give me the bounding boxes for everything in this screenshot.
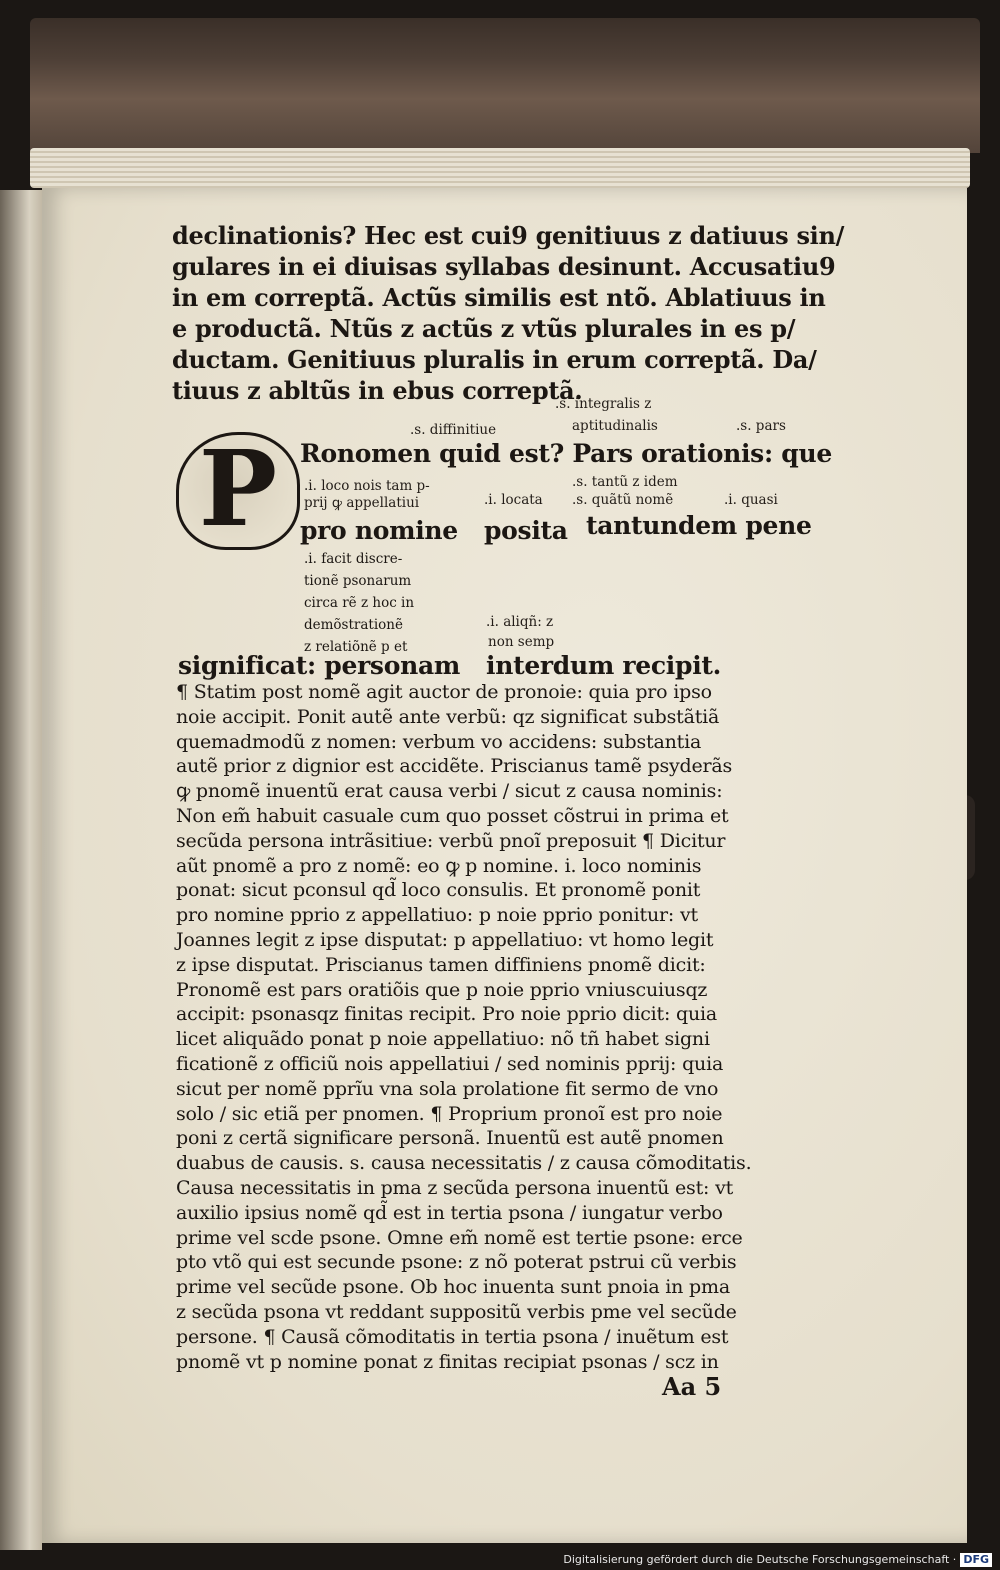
footer-text: Digitalisierung gefördert durch die Deutsche Forschungsgemeinschaft · xyxy=(563,1553,957,1566)
gloss: aptitudinalis xyxy=(572,418,658,434)
commentary-line: pnomẽ vt p nomine ponat z finitas recipiat psonas / scz in xyxy=(176,1350,719,1373)
text-line: e productã. Ntũs z actũs z vtũs plurales in es p/ xyxy=(172,314,796,343)
commentary-line: sicut per nomẽ pprĩu vna sola prolatione fit sermo de vno xyxy=(176,1077,719,1100)
commentary-line: duabus de causis. s. causa necessitatis / z causa cõmoditatis. xyxy=(176,1152,752,1175)
gloss: .i. quasi xyxy=(724,492,778,508)
commentary-line: poni z certã significare personã. Inuentũ est autẽ pnomen xyxy=(176,1127,724,1150)
commentary-line: solo / sic etiã per pnomen. ¶ Proprium pronoĩ est pro noie xyxy=(176,1102,723,1125)
gloss: non semp xyxy=(488,634,555,650)
commentary-line: prime vel scde psone. Omne em̃ nomẽ est tertie psone: erce xyxy=(176,1226,743,1249)
commentary-line: ¶ Statim post nomẽ agit auctor de pronoie: quia pro ipso xyxy=(176,681,712,703)
gloss: .i. aliqñ: z xyxy=(486,614,554,630)
gloss: .s. tantũ z idem xyxy=(572,474,678,490)
text-line: ductam. Genitiuus pluralis in erum correptã. Da/ xyxy=(172,345,817,374)
commentary-line: licet aliquãdo ponat p noie appellatiuo: nõ tñ habet signi xyxy=(176,1028,710,1051)
gloss-line: tionẽ psonarum xyxy=(304,573,412,589)
commentary-line: noie accipit. Ponit autẽ ante verbũ: qz significat substãtiã xyxy=(176,705,720,728)
commentary-line: ponat: sicut pconsul qd̃ loco consulis. Et pronomẽ ponit xyxy=(176,879,701,902)
gloss: prij ꝙ appellatiui xyxy=(304,495,420,511)
commentary-line: aũt pnomẽ a pro z nomẽ: eo ꝙ p nomine. i. loco nominis xyxy=(176,854,702,877)
text-line: gulares in ei diuisas syllabas desinunt. Accusatiu9 xyxy=(172,252,836,281)
text-line: in em correptã. Actũs similis est ntõ. Ablatiuus in xyxy=(172,283,826,312)
main-text-line: pro nomine xyxy=(300,516,458,545)
gloss-line: .i. facit discre- xyxy=(304,551,403,567)
commentary xyxy=(176,680,751,1374)
footer-credit xyxy=(0,1550,1000,1570)
commentary-line: persone. ¶ Causã cõmoditatis in tertia psona / inuẽtum est xyxy=(176,1325,729,1348)
commentary-line: Joannes legit z ipse disputat: p appellatiuo: vt homo legit xyxy=(176,928,714,951)
gloss: .s. diffinitiue xyxy=(410,422,497,438)
commentary-line: autẽ prior z dignior est accidẽte. Priscianus tamẽ psyderãs xyxy=(176,755,733,778)
gloss: .s. quãtũ nomẽ xyxy=(572,492,674,508)
commentary-line: quemadmodũ z nomen: verbum vo accidens: substantia xyxy=(176,730,702,753)
gloss: .i. locata xyxy=(484,492,543,508)
commentary-line: Pronomẽ est pars oratiõis que p noie pprio vniuscuiusqz xyxy=(176,978,708,1001)
dfg-logo: DFG xyxy=(960,1553,992,1567)
commentary-line: z secũda psona vt reddant suppositũ verbis pme vel secũde xyxy=(176,1300,737,1323)
gloss-line: circa rẽ z hoc in xyxy=(304,595,415,611)
commentary-line: ficationẽ z officiũ nois appellatiui / sed nominis pprij: quia xyxy=(176,1052,724,1075)
main-text-line: tantundem pene xyxy=(586,511,812,540)
main-text-line: Ronomen quid est? Pars orationis: que xyxy=(300,439,832,468)
commentary-line: z ipse disputat. Priscianus tamen diffiniens pnomẽ dicit: xyxy=(176,953,706,976)
left-page-edge xyxy=(0,190,42,1550)
commentary-line: Non em̃ habuit casuale cum quo posset cõstrui in prima et xyxy=(176,804,729,827)
signature-mark: Aa 5 xyxy=(662,1372,722,1401)
main-text-line: posita xyxy=(484,516,568,545)
text-line: declinationis? Hec est cui9 genitiuus z datiuus sin/ xyxy=(172,221,845,250)
gloss: .s. pars xyxy=(736,418,786,434)
main-text-line: significat: personam xyxy=(178,651,461,680)
commentary-line: auxilio ipsius nomẽ qd̃ est in tertia psona / iungatur verbo xyxy=(176,1201,723,1224)
top-paragraph xyxy=(172,220,844,406)
book-top-edge xyxy=(30,18,980,153)
gloss-line: z relatiõnẽ p et xyxy=(304,639,408,655)
text-line: tiuus z abltũs in ebus correptã. xyxy=(172,376,583,405)
gloss: .i. loco nois tam p- xyxy=(304,478,430,494)
main-text-line: interdum recipit. xyxy=(486,651,722,680)
commentary-line: Causa necessitatis in pma z secũda persona inuentũ est: vt xyxy=(176,1176,734,1199)
drop-cap: P xyxy=(176,432,300,550)
commentary-line: secũda persona intrãsitiue: verbũ pnoĩ preposuit ¶ Dicitur xyxy=(176,829,726,852)
gloss-line: demõstrationẽ xyxy=(304,617,403,633)
commentary-line: pto vtõ qui est secunde psone: z nõ poterat pstrui cũ verbis xyxy=(176,1251,737,1274)
commentary-line: pro nomine pprio z appellatiuo: p noie pprio ponitur: vt xyxy=(176,904,698,927)
gloss: .s. integralis z xyxy=(555,396,652,412)
commentary-line: ꝙ pnomẽ inuentũ erat causa verbi / sicut z causa nominis: xyxy=(176,780,723,803)
commentary-line: prime vel secũde psone. Ob hoc inuenta sunt pnoia in pma xyxy=(176,1276,730,1299)
gloss-column xyxy=(304,548,414,658)
commentary-line: accipit: psonasqz finitas recipit. Pro noie pprio dicit: quia xyxy=(176,1003,718,1026)
page-stack-edge xyxy=(30,148,970,188)
